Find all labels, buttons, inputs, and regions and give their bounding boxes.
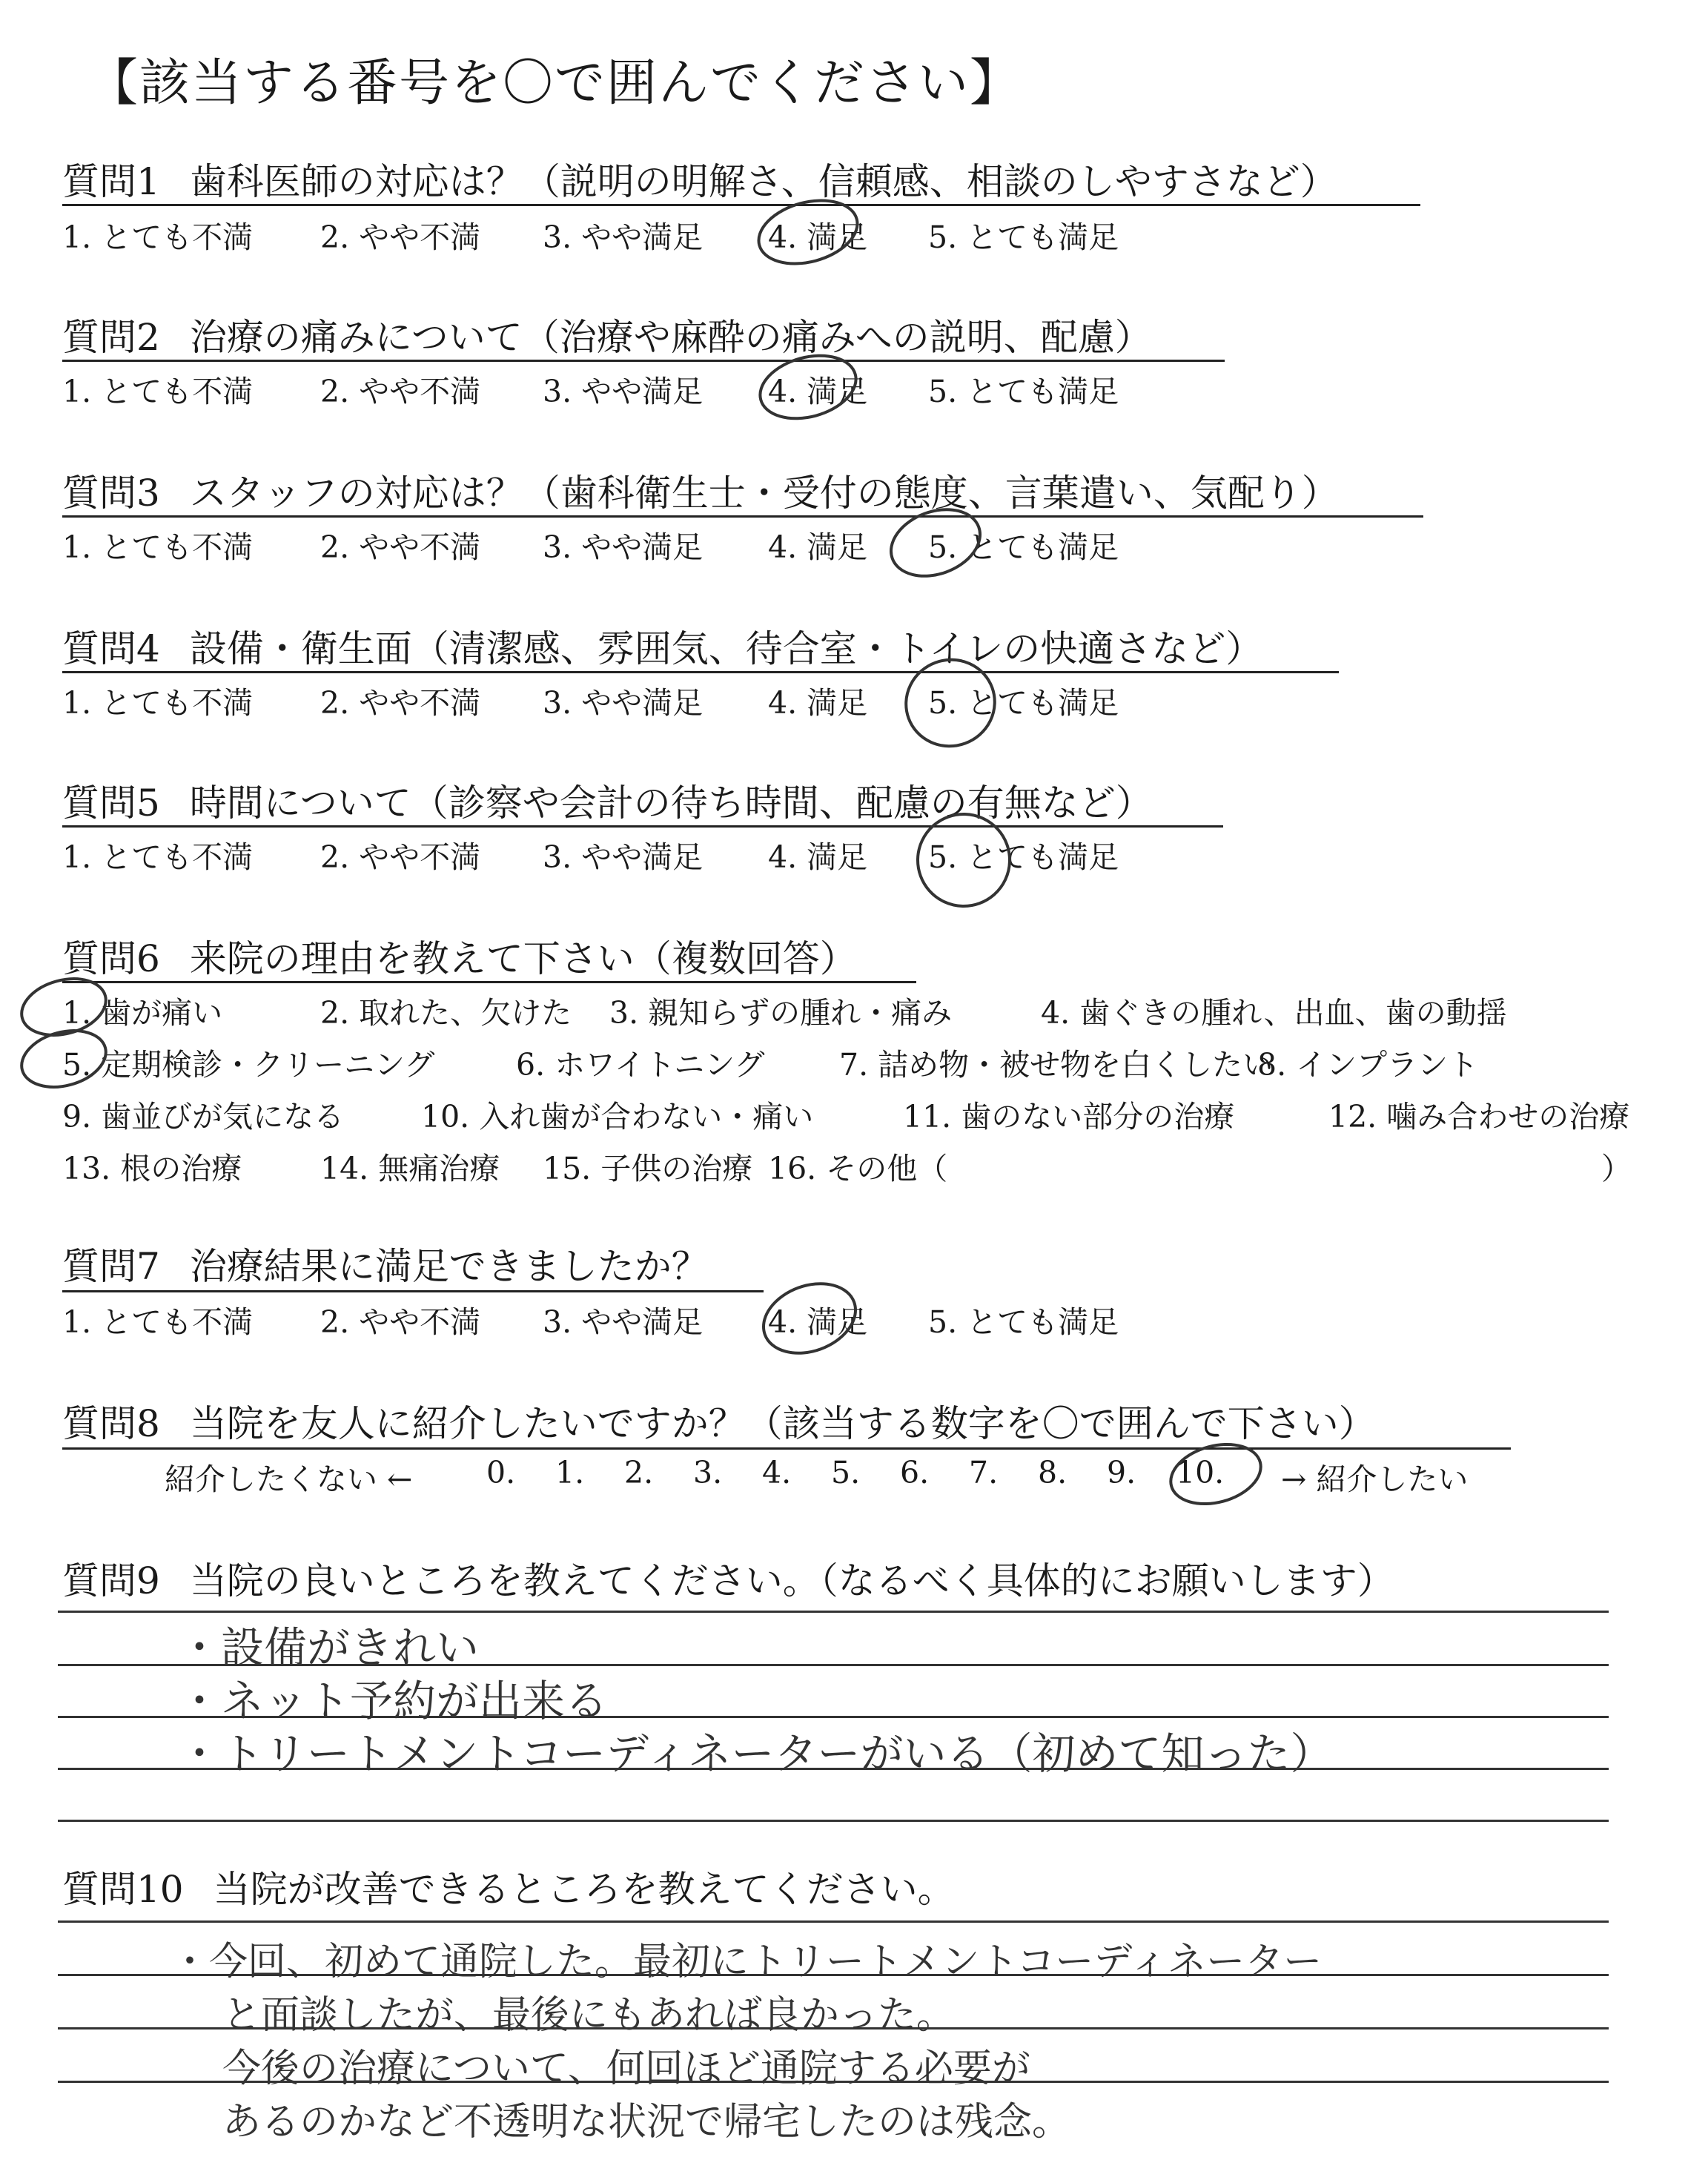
option-4[interactable]: 4. 満足 [768, 839, 868, 875]
question-3-label: 質問3 [62, 472, 160, 515]
reason-13[interactable]: 13. 根の治療 [62, 1151, 242, 1186]
recommend-3[interactable]: 3. [693, 1455, 723, 1490]
question-6-label: 質問6 [62, 937, 160, 980]
reason-9[interactable]: 9. 歯並びが気になる [62, 1099, 345, 1135]
recommend-10[interactable]: 10. [1176, 1455, 1225, 1490]
option-3[interactable]: 3. やや満足 [543, 685, 704, 721]
reason-7[interactable]: 7. 詰め物・被せ物を白くしたい [839, 1047, 1274, 1083]
reason-5[interactable]: 5. 定期検診・クリーニング [62, 1047, 435, 1083]
option-4[interactable]: 4. 満足 [768, 685, 868, 721]
recommend-9[interactable]: 9. [1107, 1455, 1136, 1490]
question-9-label: 質問9 [62, 1559, 160, 1602]
question-5-label: 質問5 [62, 782, 160, 825]
option-5[interactable]: 5. とても満足 [928, 839, 1119, 875]
option-2[interactable]: 2. やや不満 [320, 219, 481, 255]
recommend-8[interactable]: 8. [1038, 1455, 1068, 1490]
option-4[interactable]: 4. 満足 [768, 374, 868, 409]
option-2[interactable]: 2. やや不満 [320, 529, 481, 565]
q10-answer-2: と面談したが、最後にもあれば良かった。 [222, 1993, 956, 2038]
option-1[interactable]: 1. とても不満 [62, 219, 254, 255]
reason-11[interactable]: 11. 歯のない部分の治療 [903, 1099, 1235, 1135]
option-2[interactable]: 2. やや不満 [320, 839, 481, 875]
question-1-label: 質問1 [62, 160, 160, 203]
option-2[interactable]: 2. やや不満 [320, 374, 481, 409]
recommend-right-label: → 紹介したい [1281, 1462, 1469, 1497]
answer-circle-q4 [894, 647, 1007, 759]
answer-circle-q1 [752, 191, 864, 274]
recommend-2[interactable]: 2. [624, 1455, 654, 1490]
question-6-text: 来院の理由を教えて下さい（複数回答） [189, 937, 857, 980]
answer-circle-q5 [905, 802, 1023, 919]
recommend-left-label: 紹介したくない ← [165, 1462, 413, 1497]
option-4[interactable]: 4. 満足 [768, 1304, 868, 1340]
answer-circle-q7 [754, 1272, 868, 1365]
recommend-0[interactable]: 0. [486, 1455, 516, 1490]
option-1[interactable]: 1. とても不満 [62, 839, 254, 875]
option-2[interactable]: 2. やや不満 [320, 1304, 481, 1340]
q10-answer-1: ・今回、初めて通院した。最初にトリートメントコーディネーター [171, 1940, 1323, 1984]
recommend-1[interactable]: 1. [555, 1455, 585, 1490]
reason-15[interactable]: 15. 子供の治療 [543, 1151, 753, 1186]
reason-3[interactable]: 3. 親知らずの腫れ・痛み [609, 995, 953, 1031]
question-7-text: 治療結果に満足できましたか？ [189, 1245, 709, 1288]
question-10-label: 質問10 [62, 1868, 184, 1911]
reason-10[interactable]: 10. 入れ歯が合わない・痛い [421, 1099, 814, 1135]
question-9-text: 当院の良いところを教えてください。（なるべく具体的にお願いします） [189, 1559, 1394, 1602]
reason-2[interactable]: 2. 取れた、欠けた [320, 995, 572, 1031]
reason-16[interactable]: 16. その他（ [768, 1151, 948, 1186]
reason-4[interactable]: 4. 歯ぐきの腫れ、出血、歯の動揺 [1041, 995, 1507, 1031]
option-5[interactable]: 5. とても満足 [928, 685, 1119, 721]
recommend-4[interactable]: 4. [762, 1455, 792, 1490]
reason-6[interactable]: 6. ホワイトニング [516, 1047, 765, 1083]
form-title: 【該当する番号を〇で囲んでください】 [87, 54, 1022, 113]
option-2[interactable]: 2. やや不満 [320, 685, 481, 721]
option-3[interactable]: 3. やや満足 [543, 839, 704, 875]
question-4-label: 質問4 [62, 627, 160, 670]
reason-14[interactable]: 14. 無痛治療 [320, 1151, 500, 1186]
option-5[interactable]: 5. とても満足 [928, 219, 1119, 255]
reason-12[interactable]: 12. 噛み合わせの治療 [1328, 1099, 1630, 1135]
question-2-text: 治療の痛みについて（治療や麻酔の痛みへの説明、配慮） [189, 316, 1152, 359]
option-5[interactable]: 5. とても満足 [928, 1304, 1119, 1340]
q9-answer-2: ・ネット予約が出来る [178, 1676, 609, 1726]
answer-circle-q6-5 [16, 1022, 113, 1096]
option-1[interactable]: 1. とても不満 [62, 374, 254, 409]
answer-circle-q2 [753, 346, 863, 428]
answer-circle-q8 [1164, 1435, 1267, 1513]
option-3[interactable]: 3. やや満足 [543, 374, 704, 409]
option-3[interactable]: 3. やや満足 [543, 1304, 704, 1340]
option-4[interactable]: 4. 満足 [768, 529, 868, 565]
option-4[interactable]: 4. 満足 [768, 219, 868, 255]
q10-answer-4: あるのかなど不透明な状況で帰宅したのは残念。 [222, 2100, 1071, 2144]
question-2-label: 質問2 [62, 316, 160, 359]
question-1-text: 歯科医師の対応は？（説明の明解さ、信頼感、相談のしやすさなど） [189, 160, 1337, 203]
option-1[interactable]: 1. とても不満 [62, 685, 254, 721]
option-5[interactable]: 5. とても満足 [928, 529, 1119, 565]
option-1[interactable]: 1. とても不満 [62, 529, 254, 565]
q10-answer-3: 今後の治療について、何回ほど通院する必要が [222, 2047, 1030, 2091]
option-1[interactable]: 1. とても不満 [62, 1304, 254, 1340]
question-3-text: スタッフの対応は？（歯科衛生士・受付の態度、言葉遣い、気配り） [189, 472, 1339, 515]
recommend-5[interactable]: 5. [831, 1455, 861, 1490]
option-5[interactable]: 5. とても満足 [928, 374, 1119, 409]
answer-circle-q3 [881, 498, 989, 587]
question-5-text: 時間について（診察や会計の待ち時間、配慮の有無など） [189, 782, 1153, 825]
reason-8[interactable]: 8. インプラント [1257, 1047, 1479, 1083]
reason-1[interactable]: 1. 歯が痛い [62, 995, 223, 1031]
option-3[interactable]: 3. やや満足 [543, 219, 704, 255]
recommend-7[interactable]: 7. [969, 1455, 999, 1490]
recommend-6[interactable]: 6. [900, 1455, 930, 1490]
question-8-text: 当院を友人に紹介したいですか？（該当する数字を〇で囲んで下さい） [189, 1402, 1376, 1445]
option-3[interactable]: 3. やや満足 [543, 529, 704, 565]
question-4-text: 設備・衛生面（清潔感、雰囲気、待合室・トイレの快適さなど） [189, 627, 1263, 670]
reason-other-close: ） [1601, 1151, 1632, 1186]
q9-answer-3: ・トリートメントコーディネーターがいる（初めて知った） [178, 1728, 1334, 1779]
question-10-text: 当院が改善できるところを教えてください。 [213, 1868, 955, 1911]
question-8-label: 質問8 [62, 1402, 160, 1445]
question-7-label: 質問7 [62, 1245, 160, 1288]
q9-answer-1: ・設備がきれい [178, 1622, 480, 1673]
